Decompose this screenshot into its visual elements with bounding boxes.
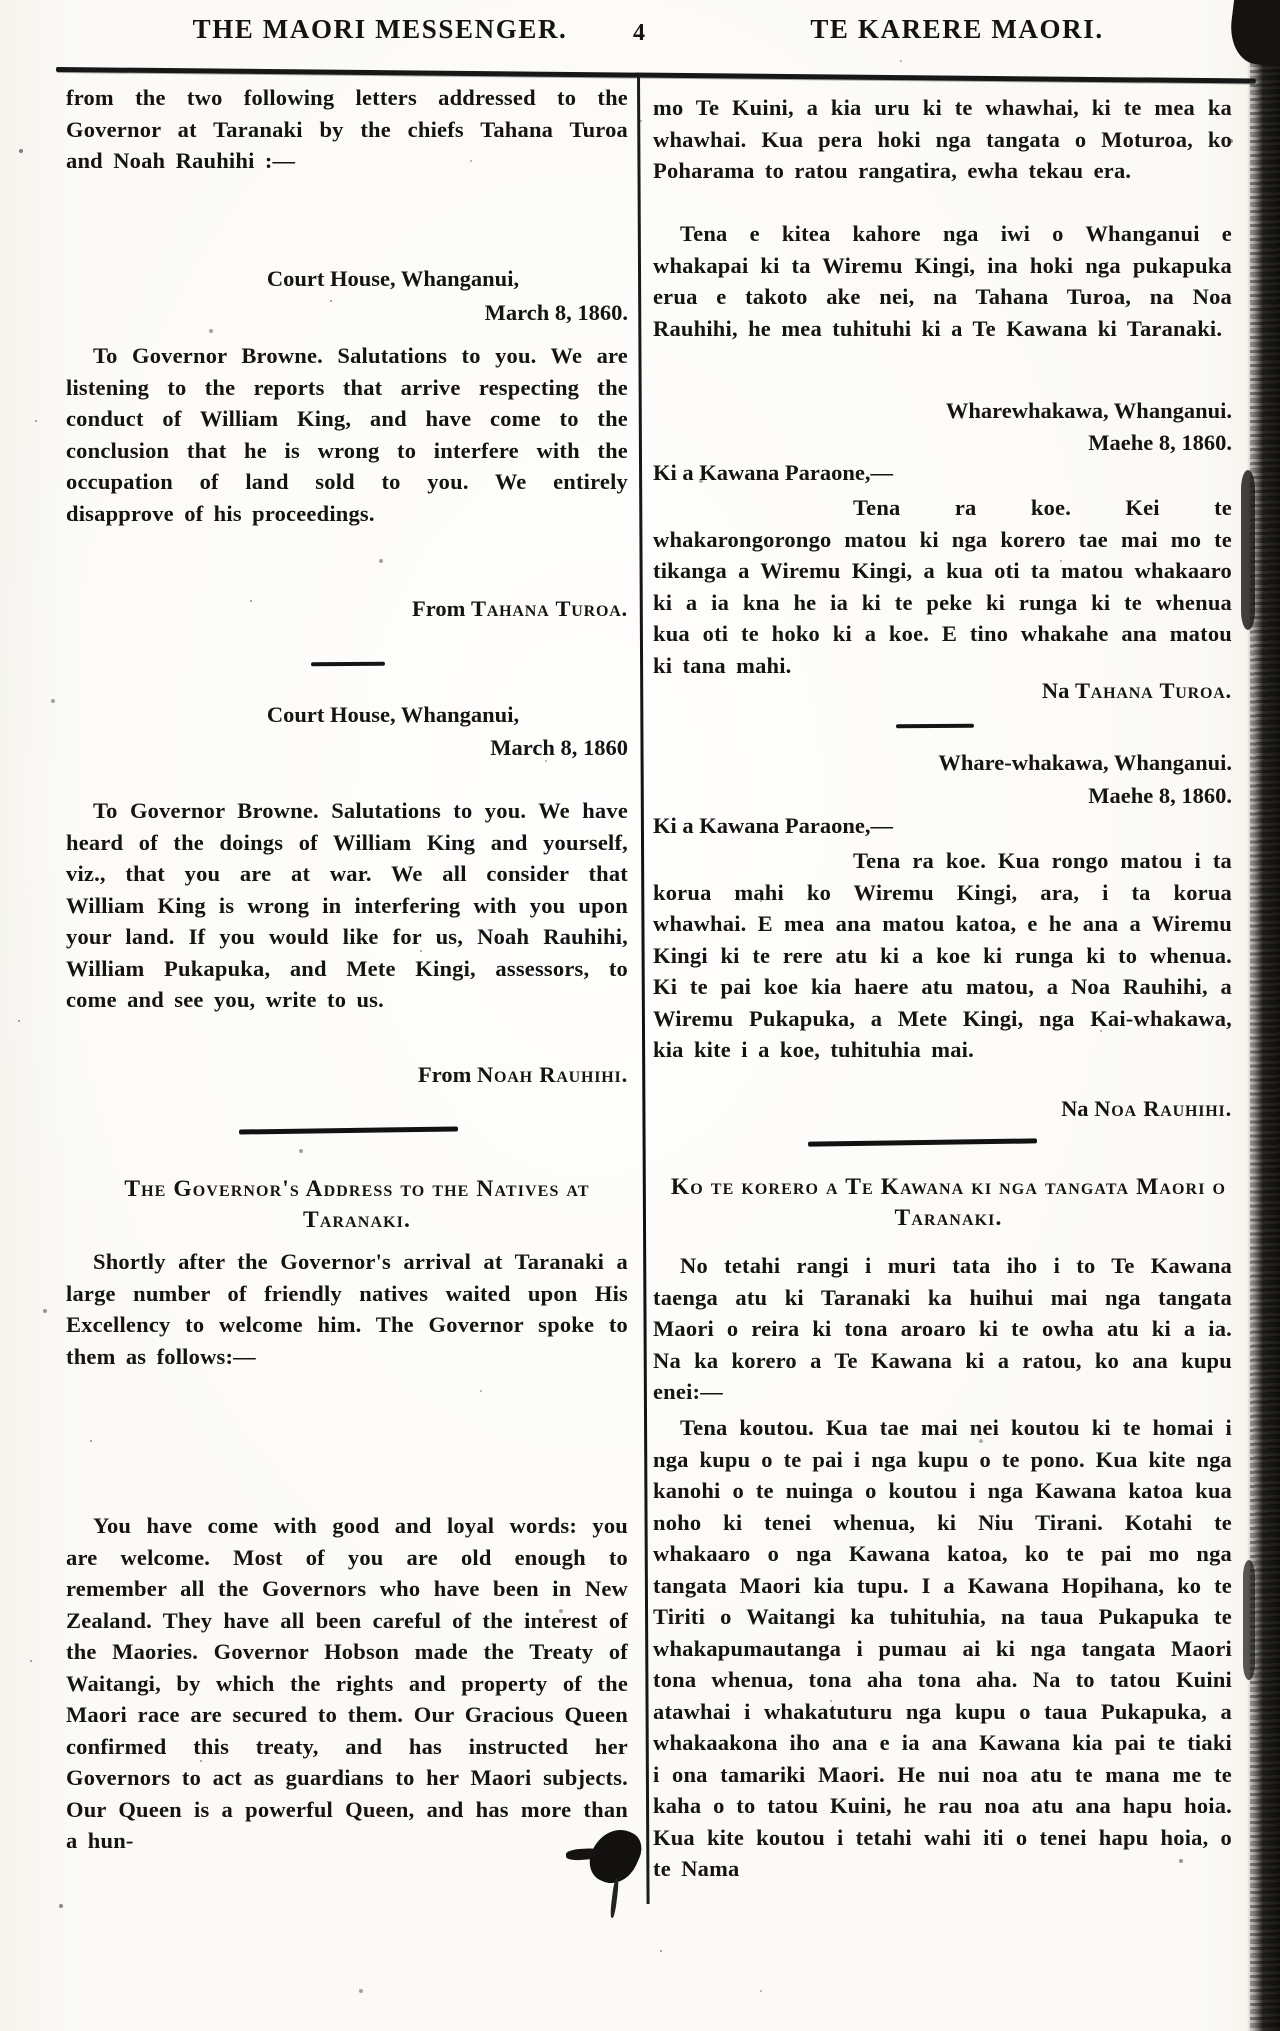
article-heading: Ko te korero a Te Kawana ki nga tangata Maori o Taranaki. [670, 1174, 1227, 1231]
paragraph: Tena e kitea kahore nga iwi o Whanganui e whakapai ki ta Wiremu Kingi, ina hoki nga pukapuka erua e takoto ake nei, na Tahana Turoa, na Noa Rauhihi, he mea tuhituhi ki a Te Kawana ki Taranaki. [653, 221, 1232, 341]
scan-edge-blemish [1243, 1560, 1255, 1680]
paragraph: Tena koutou. Kua tae mai nei koutou ki te homai i nga kupu o te pai i nga kupu o te pono. Kua kite nga kanohi o te nuinga o koutou i nga Kawana katoa kua noho ki tenei whenua, ki Niu Tirani. Kotahi te whakaaro o nga Kawana katoa, ko te pai mo nga tangata Maori kia tupu. I a Kawana Hopihana, ko te Tiriti o Waitangi ka tuhituhia, na taua Pukapuka te whakapumautanga i pumau ai ki nga tangata Maori tona whenua, tona aha tona aha. Na to tatou Kuini atawhai i whakatuturu nga kupu o taua Pukapuka, a whakaakona iho ana e ia ana Kawana kia pai te tiaki i ona tamariki Maori. He nui noa atu te mana me te kaha o to tatou Kuini, he rau noa atu ana hapu hoia. Kua kite koutou i tetahi wahi iti o tenei hapu hoia, o te Nama [653, 1415, 1232, 1881]
scan-edge-blemish [1241, 470, 1255, 630]
signature-prefix: Na [1041, 678, 1075, 703]
letter-body: To Governor Browne. Salutations to you. We are listening to the reports that arrive respecting the conduct of William King, and have come to the conclusion that he is wrong to interfere with the occupation of land sold to you. We entirely disapprove of his proceedings. [66, 343, 628, 526]
letter-signature [653, 1096, 1280, 1122]
dateline-place: Whare-whakawa, Whanganui. [938, 750, 1232, 775]
signature-name: Tahana Turoa. [1074, 678, 1232, 703]
scan-edge-noise [1250, 0, 1280, 2031]
signature-prefix: Na [1061, 1096, 1095, 1121]
left-column [66, 0, 628, 2031]
dateline-place: Court House, Whanganui, [266, 702, 520, 727]
letter-signature [653, 678, 1280, 704]
signature-prefix: From [418, 1062, 477, 1087]
signature-name: Tahana Turoa. [470, 596, 628, 621]
signature-name: Noah Rauhihi. [476, 1062, 628, 1087]
paragraph: No tetahi rangi i muri tata iho i to Te Kawana taenga atu ki Taranaki ka huihui mai nga tangata Maori o reira ki tona aroaro ki te owha atu ki a ia. Na ka korero a Te Kawana ki a ratou, ko ana kupu enei:— [653, 1253, 1232, 1404]
column-divider-rule [637, 76, 650, 1904]
letter-salutation: Ki a Kawana Paraone,— [653, 813, 893, 838]
dateline-date: Maehe 8, 1860. [1088, 783, 1232, 808]
masthead-right-title: TE KARERE MAORI. [810, 14, 1104, 44]
letter-signature [66, 1062, 720, 1088]
right-column [653, 0, 1232, 2031]
dateline-date: Maehe 8, 1860. [1088, 430, 1232, 455]
dateline-place: Court House, Whanganui, [266, 266, 520, 291]
letter-body: Tena ra koe. Kei te whakarongorongo matou ki nga korero tae mai mo te tikanga a Wiremu Kingi, a kua oti ta matou whakaaro ki a ia kna he ia ki te peke ki runga ki te whenua kua oti te hoko ki a koe. E tino whakahe ana matou ki tana mahi. [653, 495, 1232, 678]
section-rule [311, 662, 385, 667]
section-rule [808, 1138, 1037, 1146]
letter-salutation: Ki a Kawana Paraone,— [653, 460, 893, 485]
letter-signature [66, 596, 677, 622]
section-rule [239, 1126, 458, 1134]
masthead-left-title: THE MAORI MESSENGER. [192, 14, 568, 44]
article-heading: The Governor's Address to the Natives at Taranaki. [124, 1176, 590, 1233]
letter-body: To Governor Browne. Salutations to you. We have heard of the doings of William King and yourself, viz., that you are at war. We all consider that William King is wrong in interfering with you upon your land. If you would like for us, Noah Rauhihi, William Pukapuka, and Mete Kingi, assessors, to come and see you, write to us. [66, 798, 628, 1012]
paragraph: mo Te Kuini, a kia uru ki te whawhai, ki te mea ka whawhai. Kua pera hoki nga tangata o Moturoa, ko Poharama to ratou rangatira, ewha tekau era. [653, 95, 1232, 183]
paragraph: You have come with good and loyal words: you are welcome. Most of you are old enough to remember all the Governors who have been in New Zealand. They have all been careful of the interest of the Maories. Governor Hobson made the Treaty of Waitangi, by which the rights and property of the Maori race are secured to them. Our Gracious Queen confirmed this treaty, and has instructed her Governors to act as guardians to her Maori subjects. Our Queen is a powerful Queen, and has more than a hun- [66, 1513, 628, 1853]
letter-body: Tena ra koe. Kua rongo matou i ta korua mahi ko Wiremu Kingi, ara, i ta korua whawhai. E mea ana matou katoa, e he ana a Wiremu Kingi ki te rere atu ki a koe ki runga ki to whenua. Ki te pai koe kia haere atu matou, a Noa Rauhihi, a Wiremu Pukapuka, a Mete Kingi, nga Kai-whakawa, kia kite i a koe, tuhituhia mai. [653, 848, 1232, 1062]
paragraph: Shortly after the Governor's arrival at Taranaki a large number of friendly natives waited upon His Excellency to welcome him. The Governor spoke to them as follows:— [66, 1249, 628, 1369]
section-rule [896, 724, 974, 729]
paper-speckles [0, 0, 2, 2]
signature-prefix: From [412, 596, 471, 621]
intro-paragraph: from the two following letters addressed to the Governor at Taranaki by the chiefs Tahana Turoa and Noah Rauhihi :— [66, 85, 628, 173]
dateline-date: March 8, 1860. [484, 300, 628, 325]
dateline-date: March 8, 1860 [490, 735, 628, 760]
signature-name: Noa Rauhihi. [1094, 1096, 1232, 1121]
scan-edge-corner [1227, 0, 1280, 67]
dateline-place: Wharewhakawa, Whanganui. [945, 398, 1232, 423]
page-number: 4 [633, 20, 645, 46]
